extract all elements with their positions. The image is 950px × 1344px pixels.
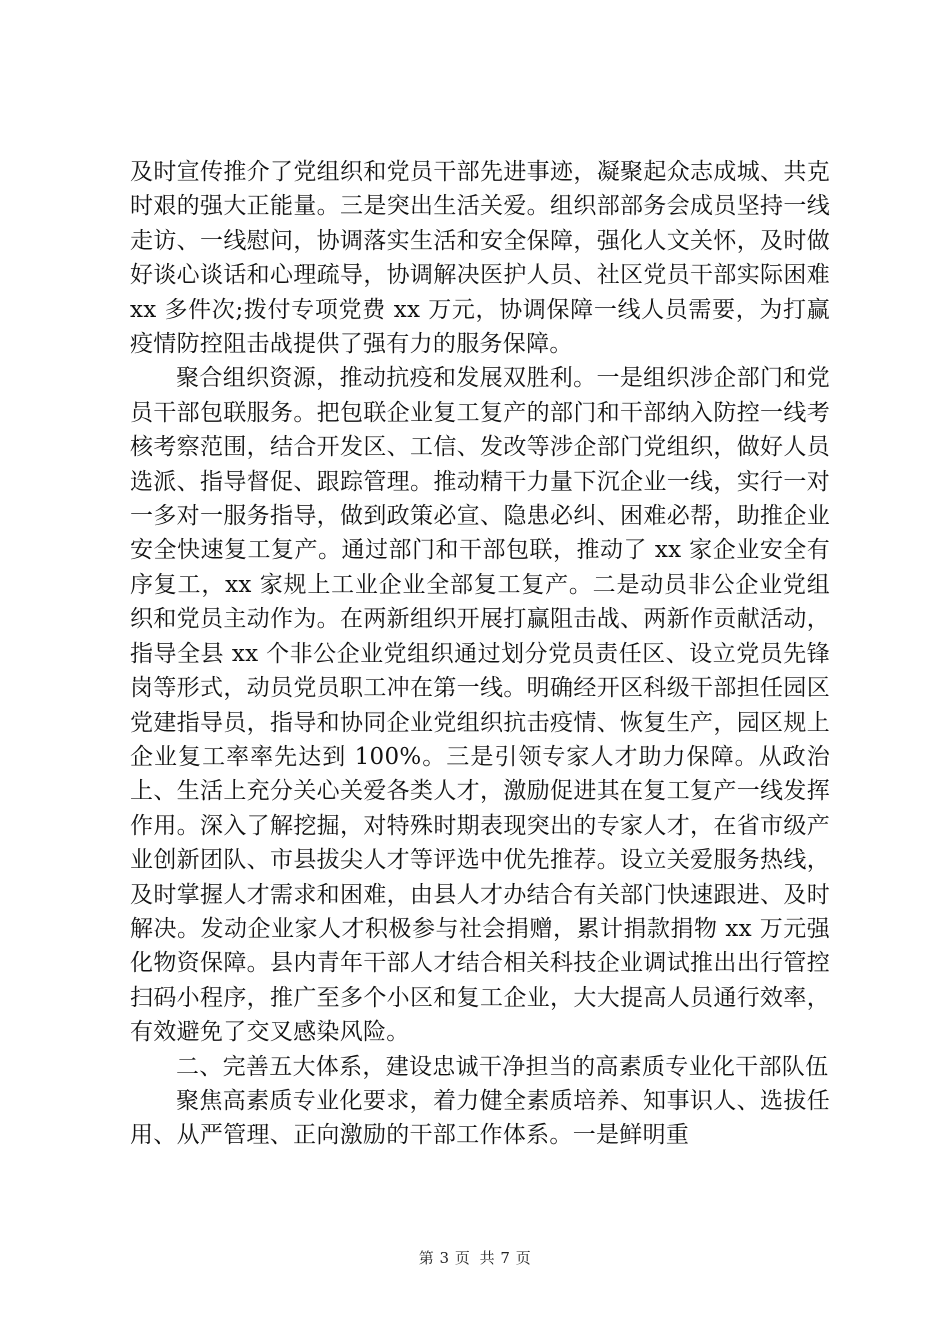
document-body xyxy=(130,155,830,1153)
page-footer xyxy=(0,1247,950,1268)
section-heading: 二、完善五大体系，建设忠诚干净担当的高素质专业化干部队伍 xyxy=(176,1053,829,1080)
paragraph-2: 聚合组织资源，推动抗疫和发展双胜利。一是组织涉企部门和党员干部包联服务。把包联企业复工复产的部门和干部纳入防控一线考核考察范围，结合开发区、工信、发改等涉企部门党组织，做好人员选派、指导督促、跟踪管理。推动精干力量下沉企业一线，实行一对一多对一服务指导，做到政策必宣、隐患必纠、困难必帮，助推企业安全快速复工复产。通过部门和干部包联，推动了 xx 家企业安全有序复工，xx 家规上工业企业全部复工复产。二是动员非公企业党组织和党员主动作为。在两新组织开展打赢阻击战、两新作贡献活动，指导全县 xx 个非公企业党组织通过划分党员责任区、设立党员先锋岗等形式，动员党员职工冲在第一线。明确经开区科级干部担任园区党建指导员，指导和协同企业党组织抗击疫情、恢复生产，园区规上企业复工率率先达到 100%。三是引领专家人才助力保障。从政治上、生活上充分关心关爱各类人才，激励促进其在复工复产一线发挥作用。深入了解挖掘，对特殊时期表现突出的专家人才，在省市级产业创新团队、市县拔尖人才等评选中优先推荐。设立关爱服务热线，及时掌握人才需求和困难，由县人才办结合有关部门快速跟进、及时解决。发动企业家人才积极参与社会捐赠，累计捐款捐物 xx 万元强化物资保障。县内青年干部人才结合相关科技企业调试推出出行管控扫码小程序，推广至多个小区和复工企业，大大提高人员通行效率，有效避免了交叉感染风险。 xyxy=(130,365,830,1046)
page-number: 第 3 页 xyxy=(418,1249,471,1267)
paragraph-1: 及时宣传推介了党组织和党员干部先进事迹，凝聚起众志成城、共克时艰的强大正能量。三是突出生活关爱。组织部部务会成员坚持一线走访、一线慰问，协调落实生活和安全保障，强化人文关怀，及时做好谈心谈话和心理疏导，协调解决医护人员、社区党员干部实际困难 xx 多件次;拨付专项党费 xx 万元，协调保障一线人员需要，为打赢疫情防控阻击战提供了强有力的服务保障。 xyxy=(130,159,830,358)
paragraph-3: 聚焦高素质专业化要求，着力健全素质培养、知事识人、选拔任用、从严管理、正向激励的干部工作体系。一是鲜明重 xyxy=(130,1087,830,1149)
page-total: 共 7 页 xyxy=(479,1249,532,1267)
